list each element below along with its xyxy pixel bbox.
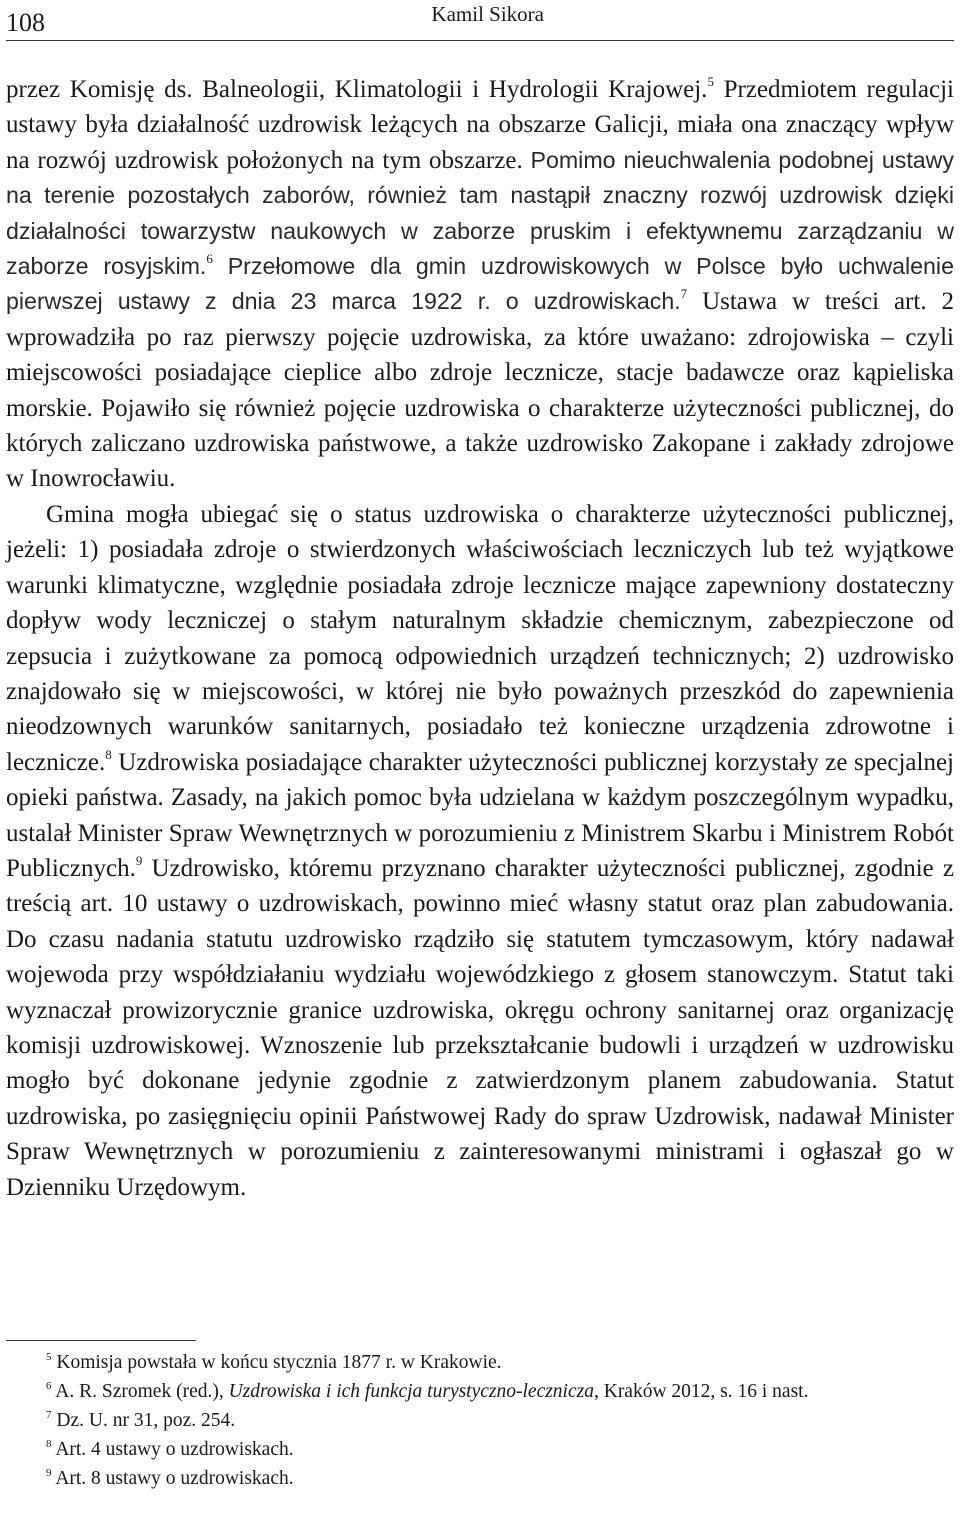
footnotes [6,1348,954,1493]
footnote-number: 6 [46,1380,52,1392]
footnote-9 [6,1464,954,1493]
footnote-ref-8[interactable]: 8 [105,746,112,762]
footnote-ref-6[interactable]: 6 [206,251,213,267]
text-run: Gmina mogła ubiegać się o status uzdrowiska o charakterze użyteczności publicznej, jeżeli: 1) posiadała zdroje o stwierdzonych właściwościach leczniczych lub też wyjątkowe warunki klimatyczne, względnie posiadała zdroje lecznicze mające zapewniony dostateczny dopływ wody leczniczej o stałym naturalnym składzie chemicznym, zabezpieczone od zepsucia i zużytkowane za pomocą odpowiednich urządzeń technicznych; 2) uzdrowisko znajdowało się w miejscowości, w której nie było poważnych przeszkód do zapewnienia nieodzownych warunków sanitarnych, posiadało też konieczne urządzenia zdrowotne i lecznicze. [6,500,954,776]
text-run: przez Komisję ds. Balneologii, Klimatologii i Hydrologii Krajowej. [6,76,708,103]
cited-title: Uzdrowiska i ich funkcja turystyczno-lecznicza [228,1381,594,1402]
footnote-ref-7[interactable]: 7 [680,286,688,302]
text-run: Uzdrowiska posiadające charakter użyteczności publicznej korzystały ze specjalnej opieki państwa. Zasady, na jakich pomoc była udzielana w każdym poszczególnym wypadku, ustalał Minister Spraw Wewnętrznych w porozumieniu z Ministrem Skarbu i Ministrem Robót Publicznych. [6,748,954,882]
paragraph-2 [6,497,954,1205]
footnote-text: , Kraków 2012, s. 16 i nast. [593,1381,809,1402]
footnote-number: 5 [46,1351,52,1363]
footnote-separator [6,1340,196,1341]
footnote-5 [6,1348,954,1377]
page-number: 108 [6,8,45,37]
footnote-6 [6,1377,954,1406]
running-head-author: Kamil Sikora [431,2,544,26]
footnote-text: Komisja powstała w końcu stycznia 1877 r. w Krakowie. [56,1352,502,1373]
footnote-number: 8 [46,1438,52,1450]
text-run: Przedmiotem regulacji ustawy była działalność uzdrowisk leżących na obszarze Galicji, miała ona znaczący wpływ na rozwój uzdrowisk położonych na tym obszarze. [6,76,954,174]
footnote-text: Art. 8 ustawy o uzdrowiskach. [55,1468,294,1489]
footnote-text: Dz. U. nr 31, poz. 254. [56,1410,236,1431]
footnote-ref-5[interactable]: 5 [707,74,714,89]
footnote-number: 9 [46,1467,52,1479]
text-run-sans: Przełomowe dla gmin uzdrowiskowych w Polsce było uchwalenie pierwszej ustawy z dnia 23 marca 1922 r. o uzdrowiskach. [6,253,954,315]
paragraph-1 [6,72,954,497]
text-run-sans: Pomimo nieuchwalenia podobnej ustawy na terenie pozostałych zaborów, również tam nastąpił znaczny rozwój uzdrowisk dzięki działalności towarzystw naukowych w zaborze pruskim i efektywnemu zarządzaniu w zaborze rosyjskim. [6,146,955,280]
footnote-number: 7 [46,1409,52,1421]
footnote-8 [6,1435,954,1464]
footnote-text: Art. 4 ustawy o uzdrowiskach. [55,1439,294,1460]
text-run: Uzdrowisko, któremu przyznano charakter użyteczności publicznej, zgodnie z treścią art. 10 ustawy o uzdrowiskach, powinno mieć własny statut oraz plan zabudowania. Do czasu nadania statutu uzdrowisko rządziło się statutem tymczasowym, który nadawał wojewoda przy współdziałaniu wydziału wojewódzkiego z głosem stanowczym. Statut taki wyznaczał prowizorycznie granice uzdrowiska, okręgu ochrony sanitarnej oraz organizację komisji uzdrowiskowej. Wznoszenie lub przekształcanie budowli i urządzeń w uzdrowisku mogło być dokonane jedynie zgodnie z zatwierdzonym planem zabudowania. Statut uzdrowiska, po zasięgnięciu opinii Państwowej Rady do spraw Uzdrowisk, nadawał Minister Spraw Wewnętrznych w porozumieniu z zainteresowanymi ministrami i ogłaszał go w Dzienniku Urzędowym. [6,854,954,1201]
footnote-text: A. R. Szromek (red.), [51,1381,229,1402]
main-text [6,72,954,1205]
running-header [6,0,954,41]
footnote-7 [6,1406,954,1435]
footnote-ref-9[interactable]: 9 [135,852,143,868]
text-run: Ustawa w treści art. 2 wprowadziła po raz pierwszy pojęcie uzdrowiska, za które uważano: zdrojowiska – czyli miejscowości posiadające cieplice albo zdroje lecznicze, stacje badawcze oraz kąpieliska morskie. Pojawiło się również pojęcie uzdrowiska o charakterze użyteczności publicznej, do których zaliczano uzdrowiska państwowe, a także uzdrowisko Zakopane i zakłady zdrojowe w Inowrocławiu. [6,288,954,493]
